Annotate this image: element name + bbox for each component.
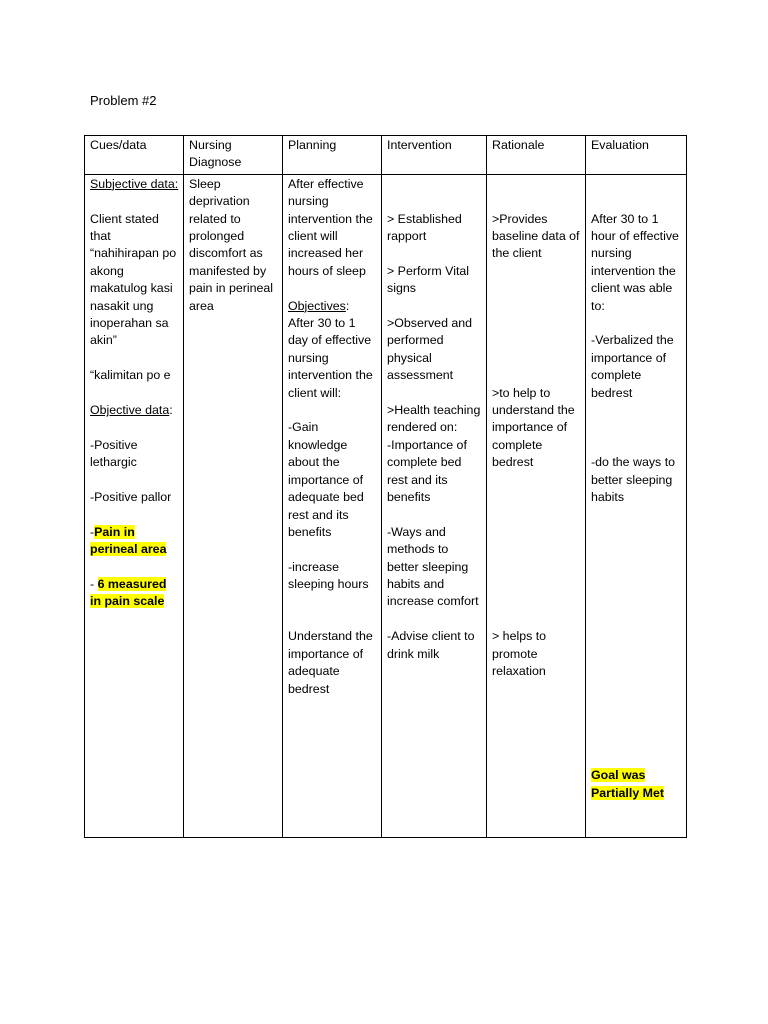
objectives-label: Objectives bbox=[288, 298, 346, 313]
intervention-4: >Health teaching rendered on: bbox=[387, 403, 481, 435]
planning-cell bbox=[283, 174, 382, 837]
rationale-1: >Provides baseline data of the client bbox=[492, 211, 580, 261]
header-planning: Planning bbox=[283, 136, 382, 175]
pain-area-line bbox=[90, 524, 179, 559]
objective-2: -increase sleeping hours bbox=[288, 559, 369, 592]
objectives-colon: : bbox=[345, 298, 350, 313]
goal-status-highlight: Goal was Partially Met bbox=[591, 768, 664, 800]
objective-colon: : bbox=[169, 403, 173, 418]
intervention-2: > Perform Vital signs bbox=[387, 263, 470, 296]
objective-data bbox=[90, 402, 179, 419]
rationale-2: >to help to understand the importance of complete bedrest bbox=[492, 385, 575, 470]
nursing-care-plan-table bbox=[84, 135, 687, 838]
intervention-cell bbox=[382, 174, 487, 837]
pain-area-highlight: Pain in perineal area bbox=[90, 524, 167, 557]
header-evaluation: Evaluation bbox=[586, 136, 687, 175]
objective-pallor: -Positive pallor bbox=[90, 490, 172, 505]
header-row bbox=[85, 136, 687, 175]
rationale-cell bbox=[487, 174, 586, 837]
diagnosis-cell bbox=[184, 174, 283, 837]
header-rationale: Rationale bbox=[487, 136, 586, 175]
evaluation-2: -do the ways to better sleeping habits bbox=[591, 455, 676, 505]
objectives-heading bbox=[288, 298, 377, 315]
page-title: Problem #2 bbox=[90, 93, 157, 108]
objectives-intro: After 30 to 1 day of effective nursing intervention the client will: bbox=[288, 316, 373, 400]
pain-scale-highlight: 6 measured in pain scale bbox=[90, 577, 167, 609]
header-cues: Cues/data bbox=[85, 136, 184, 175]
objective-label: Objective data bbox=[90, 403, 170, 418]
intervention-4a: -Importance of complete bed rest and its benefits bbox=[387, 437, 467, 505]
planning-goal: After effective nursing intervention the client will increased her hours of sleep bbox=[288, 176, 373, 278]
header-nursing-diagnose: Nursing Diagnose bbox=[184, 136, 283, 175]
rationale-3: > helps to promote relaxation bbox=[492, 629, 547, 678]
cues-cell bbox=[85, 174, 184, 837]
objective-lethargic: -Positive lethargic bbox=[90, 437, 138, 470]
intervention-3: >Observed and performed physical assessment bbox=[387, 316, 473, 383]
evaluation-cell bbox=[586, 174, 687, 837]
goal-status-line bbox=[591, 767, 682, 802]
pain-scale-dash: - bbox=[90, 577, 98, 592]
intervention-1: > Established rapport bbox=[387, 211, 462, 243]
objective-3: Understand the importance of adequate bedrest bbox=[288, 629, 373, 696]
table-row bbox=[85, 174, 687, 837]
intervention-5: -Advise client to drink milk bbox=[387, 629, 475, 661]
pain-scale-line bbox=[90, 576, 179, 611]
subjective-label: Subjective data: bbox=[90, 176, 179, 191]
header-intervention: Intervention bbox=[382, 136, 487, 175]
client-statement-2: “kalimitan po e bbox=[90, 368, 171, 383]
intervention-4b: -Ways and methods to better sleeping habits and increase comfort bbox=[387, 524, 479, 609]
client-statement: Client stated that “nahihirapan po akong makatulog kasi nasakit ung inoperahan sa akin” bbox=[90, 211, 177, 348]
evaluation-1: -Verbalized the importance of complete bedrest bbox=[591, 333, 674, 400]
objective-1: -Gain knowledge about the importance of adequate bed rest and its benefits bbox=[288, 420, 364, 539]
pain-dash: - bbox=[90, 524, 95, 539]
diagnosis-text: Sleep deprivation related to prolonged discomfort as manifested by pain in perineal area bbox=[189, 176, 274, 313]
evaluation-intro: After 30 to 1 hour of effective nursing intervention the client was able to: bbox=[591, 211, 679, 313]
